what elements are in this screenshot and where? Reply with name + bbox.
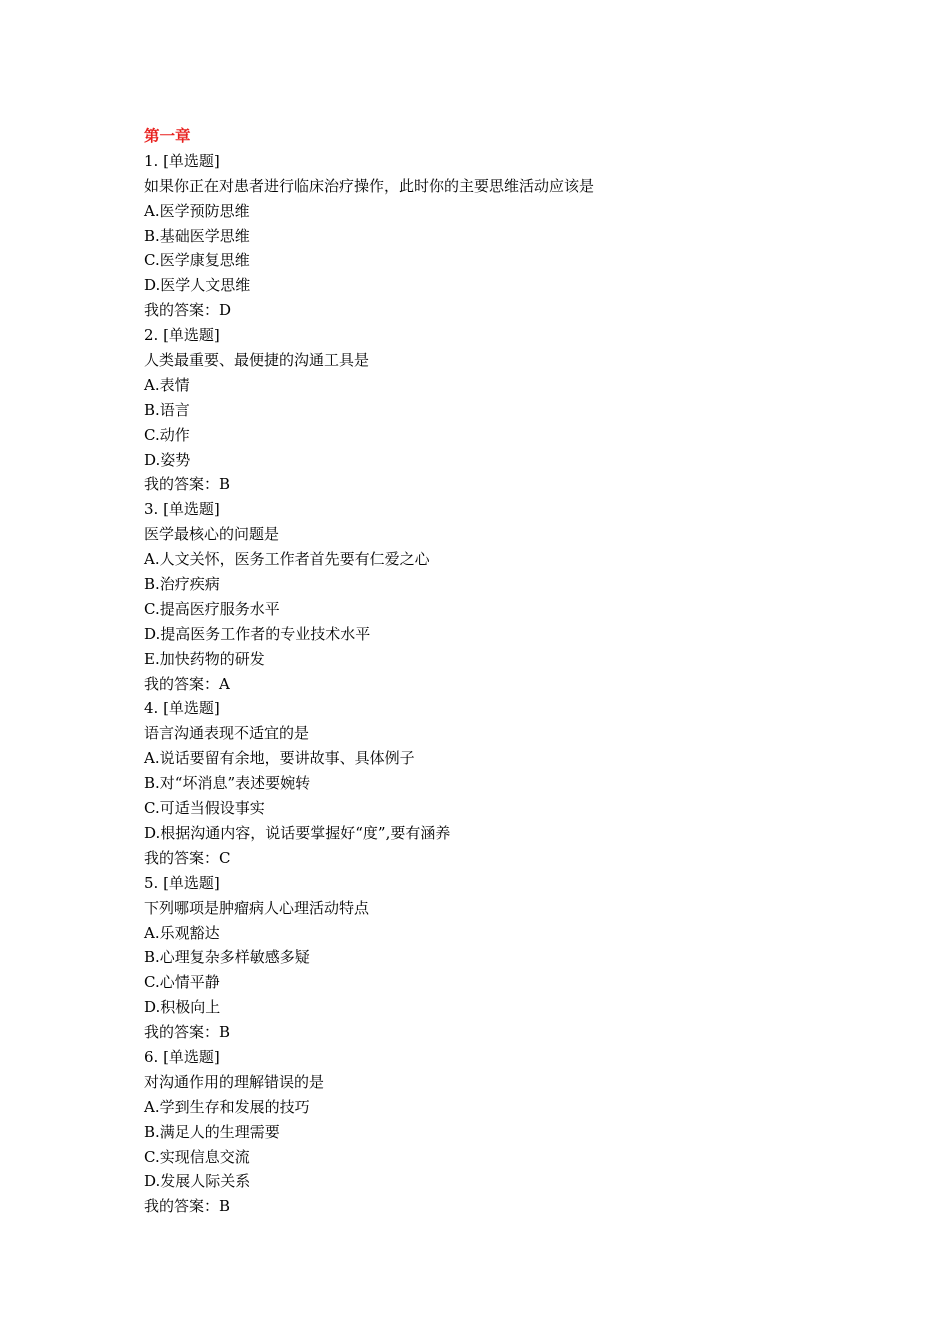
option-b: B.基础医学思维 [144,226,250,245]
question-2 [144,323,844,497]
question-stem: 下列哪项是肿瘤病人心理活动特点 [144,898,370,917]
question-header: 1. [单选题] [144,151,220,170]
my-answer: 我的答案：D [144,301,232,320]
my-answer: 我的答案：C [144,848,231,867]
question-1 [144,149,844,323]
option-b: B.对“坏消息”表述要婉转 [144,774,311,793]
question-stem: 语言沟通表现不适宜的是 [144,724,310,743]
option-a: A.人文关怀，医务工作者首先要有仁爱之心 [144,550,430,569]
question-3 [144,497,844,696]
option-c: C.提高医疗服务水平 [144,599,280,618]
option-c: C.心情平静 [144,973,220,992]
option-b: B.满足人的生理需要 [144,1122,280,1141]
my-answer: 我的答案：B [144,475,231,494]
question-stem: 如果你正在对患者进行临床治疗操作，此时你的主要思维活动应该是 [144,176,595,195]
option-d: D.积极向上 [144,998,221,1017]
question-6 [144,1045,844,1219]
question-5 [144,871,844,1045]
option-a: A.说话要留有余地，要讲故事、具体例子 [144,749,415,768]
my-answer: 我的答案：B [144,1023,231,1042]
question-header: 2. [单选题] [144,326,220,345]
question-stem: 医学最核心的问题是 [144,525,280,544]
option-b: B.语言 [144,400,190,419]
my-answer: 我的答案：A [144,674,230,693]
option-b: B.心理复杂多样敏感多疑 [144,948,310,967]
option-a: A.乐观豁达 [144,923,220,942]
option-d: D.医学人文思维 [144,276,251,295]
question-header: 5. [单选题] [144,873,220,892]
question-4 [144,696,844,870]
option-a: A.学到生存和发展的技巧 [144,1097,310,1116]
chapter-title: 第一章 [144,126,191,145]
option-e: E.加快药物的研发 [144,649,265,668]
document-page [144,124,844,1219]
option-d: D.姿势 [144,450,191,469]
option-b: B.治疗疾病 [144,575,220,594]
option-d: D.提高医务工作者的专业技术水平 [144,624,371,643]
question-header: 3. [单选题] [144,500,220,519]
question-stem: 人类最重要、最便捷的沟通工具是 [144,351,370,370]
option-c: C.医学康复思维 [144,251,250,270]
question-header: 4. [单选题] [144,699,220,718]
question-header: 6. [单选题] [144,1047,220,1066]
option-c: C.实现信息交流 [144,1147,250,1166]
option-a: A.表情 [144,375,190,394]
option-c: C.动作 [144,425,190,444]
option-a: A.医学预防思维 [144,201,250,220]
question-stem: 对沟通作用的理解错误的是 [144,1072,325,1091]
my-answer: 我的答案：B [144,1197,231,1216]
option-d: D.根据沟通内容，说话要掌握好“度”,要有涵养 [144,823,451,842]
option-c: C.可适当假设事实 [144,799,265,818]
option-d: D.发展人际关系 [144,1172,251,1191]
